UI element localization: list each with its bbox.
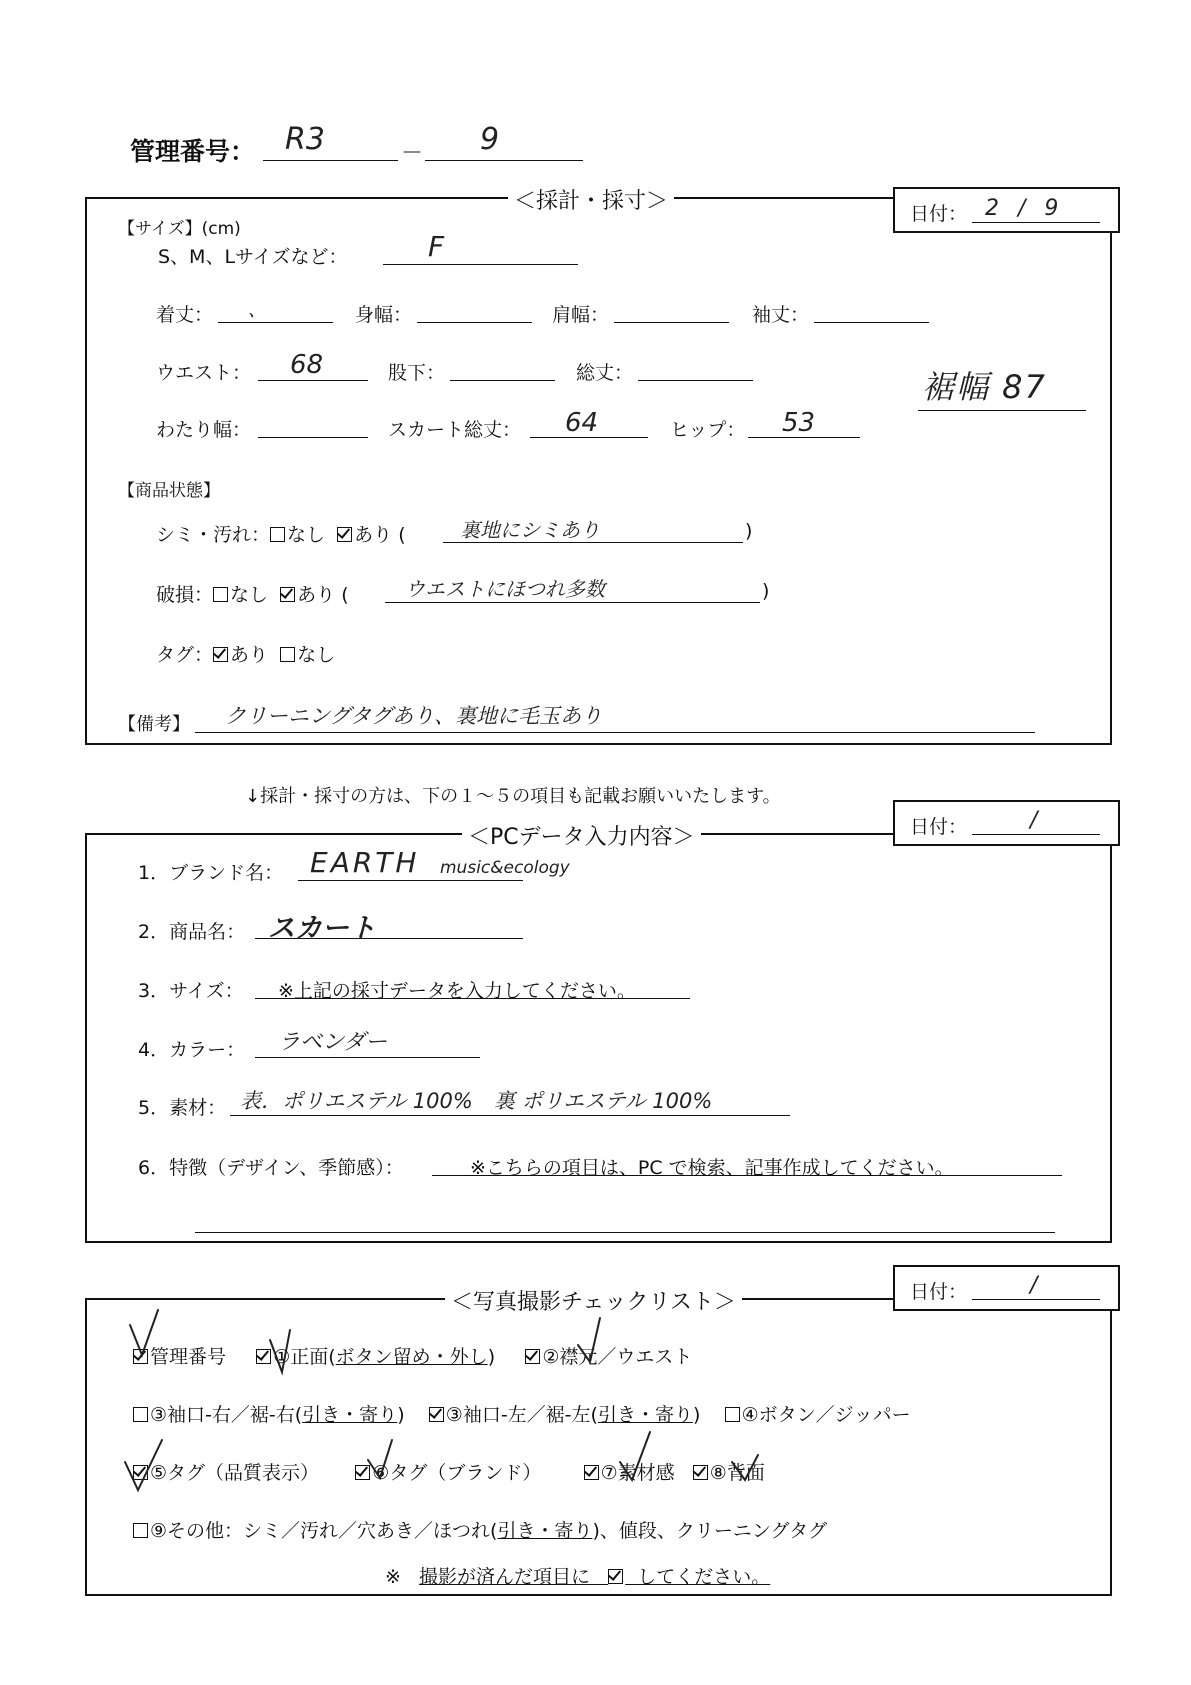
item-material-feel: ⑦素材感 bbox=[600, 1462, 675, 1484]
condition-heading: 【商品状態】 bbox=[118, 481, 220, 501]
photo-note-checkbox-icon bbox=[608, 1569, 623, 1584]
photo-date-line bbox=[972, 1299, 1100, 1300]
check-other[interactable] bbox=[133, 1523, 148, 1538]
damage-open-paren: ( bbox=[341, 584, 349, 606]
material-line bbox=[230, 1115, 790, 1116]
check-quality-tag[interactable] bbox=[133, 1465, 148, 1480]
damage-note-value[interactable]: ウエストにほつれ多数 bbox=[405, 577, 605, 601]
item-back: ⑧背面 bbox=[709, 1462, 765, 1484]
pc-data-title: ＜PCデータ入力内容＞ bbox=[462, 820, 701, 851]
remarks-line bbox=[195, 732, 1035, 733]
photo-note-text-a: 撮影が済んだ項目に bbox=[419, 1566, 591, 1588]
tag-none-label: なし bbox=[297, 644, 336, 666]
material-value[interactable]: 表．ポリエステル 100% 裏 ポリエステル 100% bbox=[240, 1089, 713, 1113]
kitake-value[interactable]: 、 bbox=[248, 300, 266, 321]
skirt-length-label: スカート総丈： bbox=[388, 419, 522, 441]
damage-note-line bbox=[385, 602, 760, 603]
measurement-date-line bbox=[972, 222, 1100, 223]
item-front-detail: ボタン留め・外し bbox=[335, 1346, 488, 1368]
item-quality-tag: ⑤タグ（品質表示） bbox=[150, 1462, 320, 1484]
color-value[interactable]: ラベンダー bbox=[278, 1030, 388, 1055]
soutake-line bbox=[638, 380, 753, 381]
tag-row bbox=[156, 640, 335, 667]
check-button-zipper[interactable] bbox=[725, 1407, 740, 1422]
management-number-line-a bbox=[263, 160, 398, 161]
tag-yes-label: あり bbox=[230, 644, 269, 666]
management-number-value-b[interactable]: 9 bbox=[480, 122, 500, 157]
stain-note-value[interactable]: 裏地にシミあり bbox=[460, 518, 600, 542]
hip-label: ヒップ： bbox=[670, 419, 746, 441]
pc-size-label: 3．サイズ： bbox=[138, 980, 244, 1002]
damage-yes-label: あり bbox=[297, 584, 336, 606]
stain-open-paren: ( bbox=[398, 524, 406, 546]
damage-yes-checkbox[interactable] bbox=[280, 587, 295, 602]
stain-row bbox=[156, 520, 406, 547]
pc-date-label: 日付： bbox=[910, 816, 968, 838]
photo-row-3 bbox=[133, 1458, 765, 1485]
size-heading: 【サイズ】(cm) bbox=[118, 219, 241, 239]
material-label: 5．素材： bbox=[138, 1097, 227, 1119]
remarks-value[interactable]: クリーニングタグあり、裏地に毛玉あり bbox=[225, 704, 603, 728]
stain-yes-checkbox[interactable] bbox=[337, 527, 352, 542]
check-material-feel[interactable] bbox=[584, 1465, 599, 1480]
photo-row-2 bbox=[133, 1400, 911, 1427]
check-brand-tag[interactable] bbox=[355, 1465, 370, 1480]
hip-value[interactable]: 53 bbox=[782, 408, 816, 438]
stain-close-paren: ) bbox=[745, 520, 753, 542]
waist-value[interactable]: 68 bbox=[290, 350, 324, 380]
brand-value-sub[interactable]: music&ecology bbox=[440, 858, 570, 878]
check-collar-waist[interactable] bbox=[525, 1349, 540, 1364]
item-cuff-right-detail: 引き・寄り bbox=[302, 1404, 398, 1426]
damage-none-checkbox[interactable] bbox=[213, 587, 228, 602]
sodetake-line bbox=[814, 322, 929, 323]
katahaba-line bbox=[614, 322, 729, 323]
measurement-title: ＜採計・採寸＞ bbox=[508, 184, 674, 215]
waist-line bbox=[258, 380, 368, 381]
check-cuff-right[interactable] bbox=[133, 1407, 148, 1422]
brand-line bbox=[298, 880, 523, 881]
damage-label: 破損： bbox=[156, 584, 214, 606]
mihaba-line bbox=[417, 322, 532, 323]
feature-value: ※こちらの項目は、PC で検索、記事作成してください。 bbox=[470, 1157, 954, 1179]
check-front[interactable] bbox=[256, 1349, 271, 1364]
photo-row-1 bbox=[133, 1342, 692, 1369]
damage-row bbox=[156, 580, 349, 607]
color-line bbox=[255, 1057, 480, 1058]
photo-checklist-title: ＜写真撮影チェックリスト＞ bbox=[445, 1285, 742, 1316]
instruction-text: ↓採計・採寸の方は、下の１～５の項目も記載お願いいたします。 bbox=[245, 786, 781, 807]
measurement-date-value[interactable]: 2 / 9 bbox=[985, 196, 1065, 221]
photo-row-4 bbox=[133, 1516, 827, 1543]
damage-none-label: なし bbox=[230, 584, 269, 606]
feature-label: 6．特徴（デザイン、季節感）： bbox=[138, 1157, 404, 1179]
hem-width-underline bbox=[918, 410, 1086, 411]
photo-date-value[interactable]: / bbox=[1030, 1273, 1038, 1298]
item-other-rest: )、値段、クリーニングタグ bbox=[592, 1520, 828, 1542]
item-other: ⑨その他：シミ／汚れ／穴あき／ほつれ( bbox=[150, 1520, 498, 1542]
waist-label: ウエスト： bbox=[156, 362, 252, 384]
item-other-detail: 引き・寄り bbox=[497, 1520, 593, 1542]
brand-label: 1．ブランド名： bbox=[138, 862, 284, 884]
tag-label: タグ： bbox=[156, 644, 214, 666]
soutake-label: 総丈： bbox=[576, 362, 634, 384]
stain-none-label: なし bbox=[287, 524, 326, 546]
item-cuff-left-close: ) bbox=[692, 1404, 701, 1426]
photo-note bbox=[385, 1562, 770, 1589]
skirt-length-value[interactable]: 64 bbox=[565, 408, 599, 438]
sodetake-label: 袖丈： bbox=[752, 304, 810, 326]
photo-date-label: 日付： bbox=[910, 1281, 968, 1303]
watari-label: わたり幅： bbox=[156, 419, 252, 441]
hem-width-note[interactable]: 裾幅 87 bbox=[922, 368, 1047, 406]
sml-size-label: S、M、Lサイズなど： bbox=[158, 246, 348, 268]
kitake-label: 着丈： bbox=[156, 304, 214, 326]
item-brand-tag: ⑥タグ（ブランド） bbox=[372, 1462, 542, 1484]
pc-date-line bbox=[972, 834, 1100, 835]
sml-size-value[interactable]: F bbox=[428, 230, 445, 263]
item-cuff-right-close: ) bbox=[397, 1404, 405, 1426]
feature-line-2 bbox=[195, 1232, 1055, 1233]
item-button-zipper: ④ボタン／ジッパー bbox=[741, 1404, 911, 1426]
item-cuff-left: ③袖口-左／裾-左( bbox=[445, 1404, 598, 1426]
item-management-number: 管理番号 bbox=[150, 1346, 227, 1368]
pc-size-value: ※上記の採寸データを入力してください。 bbox=[278, 980, 636, 1002]
product-value[interactable]: スカート bbox=[268, 913, 376, 944]
mihaba-label: 身幅： bbox=[355, 304, 413, 326]
item-front: ①正面( bbox=[273, 1346, 336, 1368]
management-number-line-b bbox=[425, 160, 583, 161]
stain-label: シミ・汚れ： bbox=[156, 524, 271, 546]
katahaba-label: 肩幅： bbox=[552, 304, 610, 326]
sml-size-line bbox=[383, 264, 578, 265]
item-cuff-right: ③袖口-右／裾-右( bbox=[150, 1404, 303, 1426]
damage-close-paren: ) bbox=[762, 580, 770, 602]
item-collar-waist: ②襟元／ウエスト bbox=[542, 1346, 693, 1368]
item-front-close: ) bbox=[487, 1346, 496, 1368]
brand-value[interactable]: EARTH bbox=[310, 846, 420, 879]
stain-none-checkbox[interactable] bbox=[270, 527, 285, 542]
kitake-line bbox=[218, 322, 333, 323]
management-number-value-a[interactable]: R3 bbox=[285, 122, 325, 157]
watari-line bbox=[258, 437, 368, 438]
photo-note-prefix: ※ bbox=[385, 1566, 401, 1588]
remarks-label: 【備考】 bbox=[118, 714, 190, 735]
pc-date-value[interactable]: / bbox=[1030, 808, 1038, 833]
check-management-number[interactable] bbox=[133, 1349, 148, 1364]
tag-yes-checkbox[interactable] bbox=[213, 647, 228, 662]
matashita-label: 股下： bbox=[388, 362, 446, 384]
color-label: 4．カラー： bbox=[138, 1039, 246, 1061]
product-label: 2．商品名： bbox=[138, 921, 246, 943]
photo-note-text-b: してください。 bbox=[637, 1566, 771, 1588]
management-number-label: 管理番号： bbox=[130, 137, 256, 166]
matashita-line bbox=[450, 380, 555, 381]
item-cuff-left-detail: 引き・寄り bbox=[597, 1404, 693, 1426]
check-cuff-left[interactable] bbox=[429, 1407, 444, 1422]
measurement-date-label: 日付： bbox=[910, 203, 968, 225]
management-number-dash: － bbox=[401, 141, 424, 166]
check-back[interactable] bbox=[693, 1465, 708, 1480]
tag-none-checkbox[interactable] bbox=[280, 647, 295, 662]
stain-yes-label: あり bbox=[354, 524, 393, 546]
